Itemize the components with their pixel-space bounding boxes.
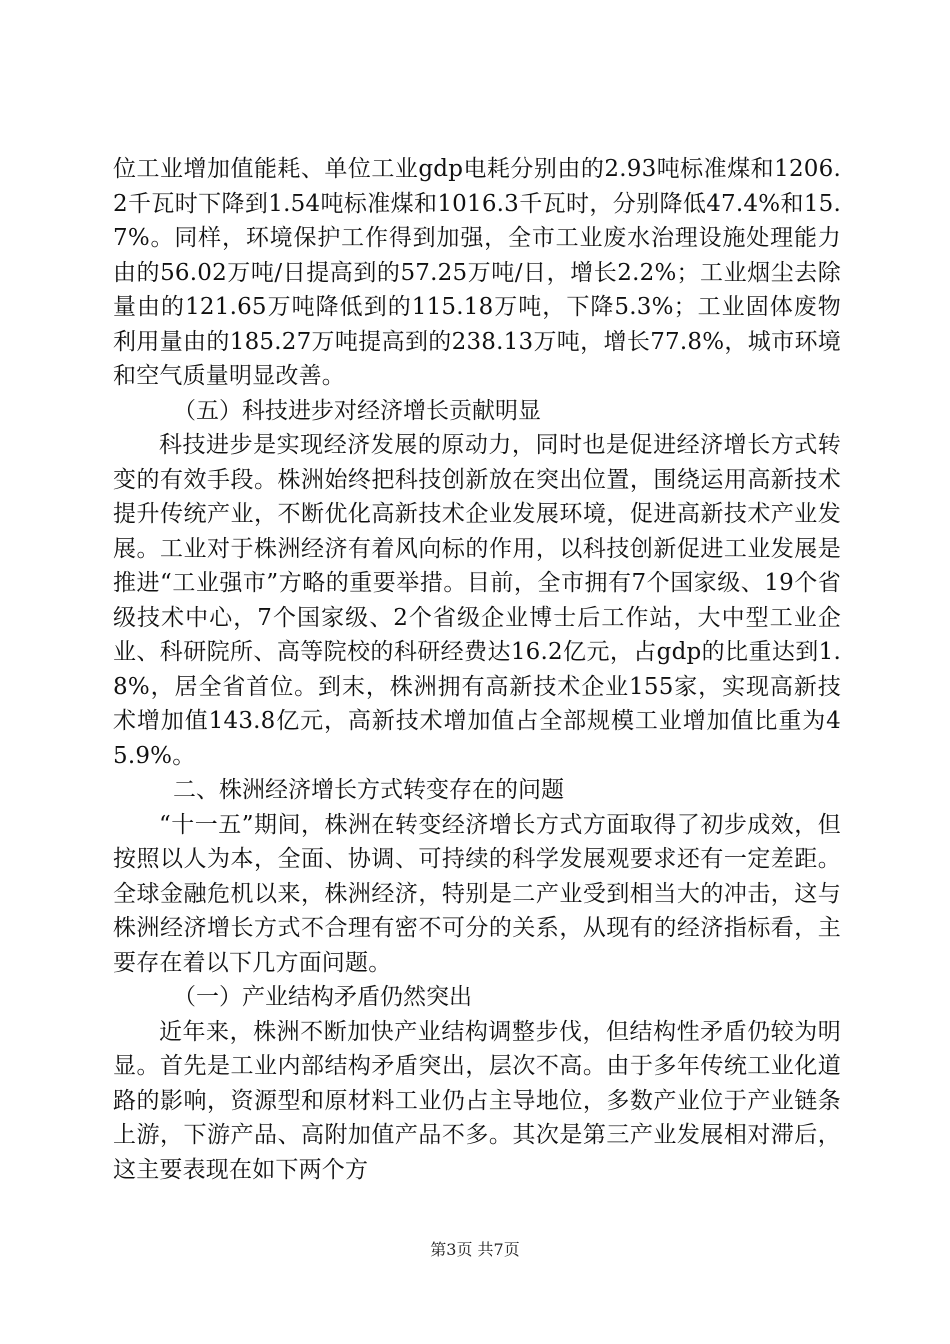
paragraph-energy-environment: 位工业增加值能耗、单位工业gdp电耗分别由的2.93吨标准煤和1206.2千瓦时下降到1.54吨标准煤和1016.3千瓦时，分别降低47.4%和15.7%。同样，环境保护工作得到加强，全市工业废水治理设施处理能力由的56.02万吨/日提高到的57.25万吨/日，增长2.2%；工业烟尘去除量由的121.65万吨降低到的115.18万吨，下降5.3%；工业固体废物利用量由的185.27万吨提高到的238.13万吨，增长77.8%，城市环境和空气质量明显改善。 [113,156,841,389]
paragraph-industry-structure: 近年来，株洲不断加快产业结构调整步伐，但结构性矛盾仍较为明显。首先是工业内部结构矛盾突出，层次不高。由于多年传统工业化道路的影响，资源型和原材料工业仍占主导地位，多数产业位于产业链条上游，下游产品、高附加值产品不多。其次是第三产业发展相对滞后，这主要表现在如下两个方 [113,1018,841,1183]
document-body [113,152,841,1187]
paragraph-tech-progress: 科技进步是实现经济发展的原动力，同时也是促进经济增长方式转变的有效手段。株洲始终把科技创新放在突出位置，围绕运用高新技术提升传统产业，不断优化高新技术企业发展环境，促进高新技术产业发展。工业对于株洲经济有着风向标的作用，以科技创新促进工业发展是推进“工业强市”方略的重要举措。目前，全市拥有7个国家级、19个省级技术中心，7个国家级、2个省级企业博士后工作站，大中型工业企业、科研院所、高等院校的科研经费达16.2亿元，占gdp的比重达到1.8%，居全省首位。到末，株洲拥有高新技术企业155家，实现高新技术增加值143.8亿元，高新技术增加值占全部规模工业增加值比重为45.9%。 [113,432,841,769]
section-heading-tech-progress: （五）科技进步对经济增长贡献明显 [173,397,541,424]
section-heading-problems: 二、株洲经济增长方式转变存在的问题 [173,777,564,803]
paragraph-problems-intro: “十一五”期间，株洲在转变经济增长方式方面取得了初步成效，但按照以人为本，全面、协调、可持续的科学发展观要求还有一定差距。全球金融危机以来，株洲经济，特别是二产业受到相当大的冲击，这与株洲经济增长方式不合理有密不可分的关系，从现有的经济指标看，主要存在着以下几方面问题。 [113,811,841,976]
page-number-footer: 第3页 共7页 [430,1240,520,1259]
section-heading-industry-structure: （一）产业结构矛盾仍然突出 [173,984,472,1010]
